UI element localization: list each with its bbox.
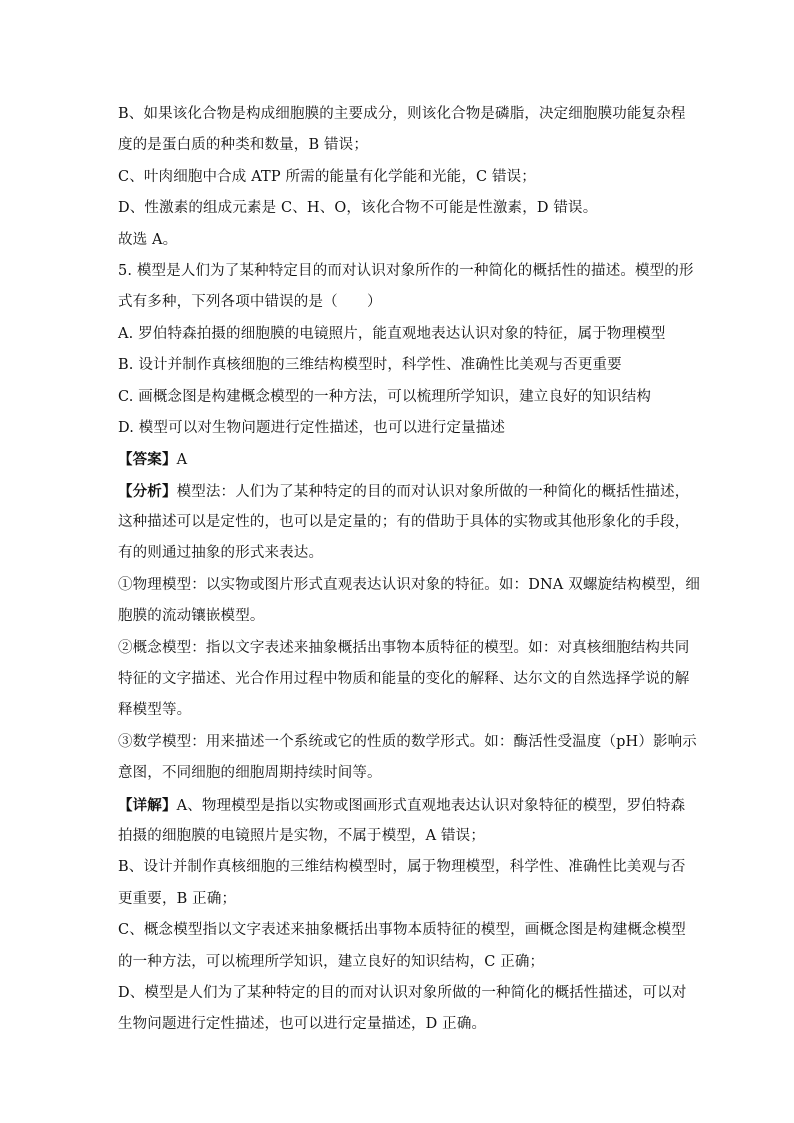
text-line: 释模型等。	[118, 702, 192, 719]
text-line: ①物理模型：以实物或图片形式直观表达认识对象的特征。如：DNA 双螺旋结构模型，细	[118, 576, 701, 593]
text-line: B、如果该化合物是构成细胞膜的主要成分，则该化合物是磷脂，决定细胞膜功能复杂程	[118, 106, 686, 122]
text-line: 意图，不同细胞的细胞周期持续时间等。	[118, 765, 382, 782]
text-line: 拍摄的细胞膜的电镜照片是实物，不属于模型，A 错误；	[118, 827, 485, 844]
answer-value: A	[176, 452, 188, 469]
analysis-text: 模型法：人们为了某种特定的目的而对认识对象所做的一种简化的概括性描述，	[176, 483, 690, 500]
detail-line	[118, 790, 686, 821]
analysis-label: 【分析】	[118, 482, 177, 500]
text-line: 故选 A。	[118, 231, 178, 248]
detail-text: A、物理模型是指以实物或图画形式直观地表达认识对象特征的模型，罗伯特森	[176, 797, 686, 814]
text-line: ③数学模型：用来描述一个系统或它的性质的数学形式。如：酶活性受温度（pH）影响示	[118, 733, 697, 750]
question-stem-line: 式有多种，下列各项中错误的是（ ）	[118, 294, 382, 311]
question-stem-line: 5. 模型是人们为了某种特定目的而对认识对象所作的一种简化的概括性的描述。模型的形	[118, 262, 694, 279]
text-line: D、模型是人们为了某种特定的目的而对认识对象所做的一种简化的概括性描述，可以对	[118, 984, 687, 1001]
answer-line	[118, 444, 680, 475]
option-a: A. 罗伯特森拍摄的细胞膜的电镜照片，能直观地表达认识对象的特征，属于物理模型	[118, 325, 666, 342]
answer-label: 【答案】	[118, 451, 177, 469]
text-line: 这种描述可以是定性的，也可以是定量的；有的借助于具体的实物或其他形象化的手段，	[118, 514, 690, 531]
text-line: 有的则通过抽象的形式来表达。	[118, 545, 324, 562]
text-line: 度的是蛋白质的种类和数量，B 错误；	[118, 137, 368, 154]
text-line: ②概念模型：指以文字表述来抽象概括出事物本质特征的模型。如：对真核细胞结构共同	[118, 639, 690, 656]
text-line: C、概念模型指以文字表述来抽象概括出事物本质特征的模型，画概念图是构建概念模型	[118, 922, 686, 939]
text-line: 更重要，B 正确；	[118, 890, 237, 907]
text-line: B、设计并制作真核细胞的三维结构模型时，属于物理模型，科学性、准确性比美观与否	[118, 859, 686, 876]
analysis-line	[118, 476, 690, 507]
text-line: 特征的文字描述、光合作用过程中物质和能量的变化的解释、达尔文的自然选择学说的解	[118, 671, 690, 688]
document-body	[118, 99, 701, 1041]
text-line: C、叶肉细胞中合成 ATP 所需的能量有化学能和光能，C 错误；	[118, 168, 536, 185]
text-line: 胞膜的流动镶嵌模型。	[118, 608, 265, 625]
text-line: D、性激素的组成元素是 C、H、O，该化合物不可能是性激素，D 错误。	[118, 200, 598, 217]
text-line: 的一种方法，可以梳理所学知识，建立良好的知识结构，C 正确；	[118, 953, 545, 970]
option-b: B. 设计并制作真核细胞的三维结构模型时，科学性、准确性比美观与否更重要	[118, 357, 622, 374]
option-c: C. 画概念图是构建概念模型的一种方法，可以梳理所学知识，建立良好的知识结构	[118, 388, 651, 405]
text-line: 生物问题进行定性描述，也可以进行定量描述，D 正确。	[118, 1016, 487, 1033]
detail-label: 【详解】	[118, 796, 177, 814]
option-d: D. 模型可以对生物问题进行定性描述，也可以进行定量描述	[118, 419, 506, 436]
